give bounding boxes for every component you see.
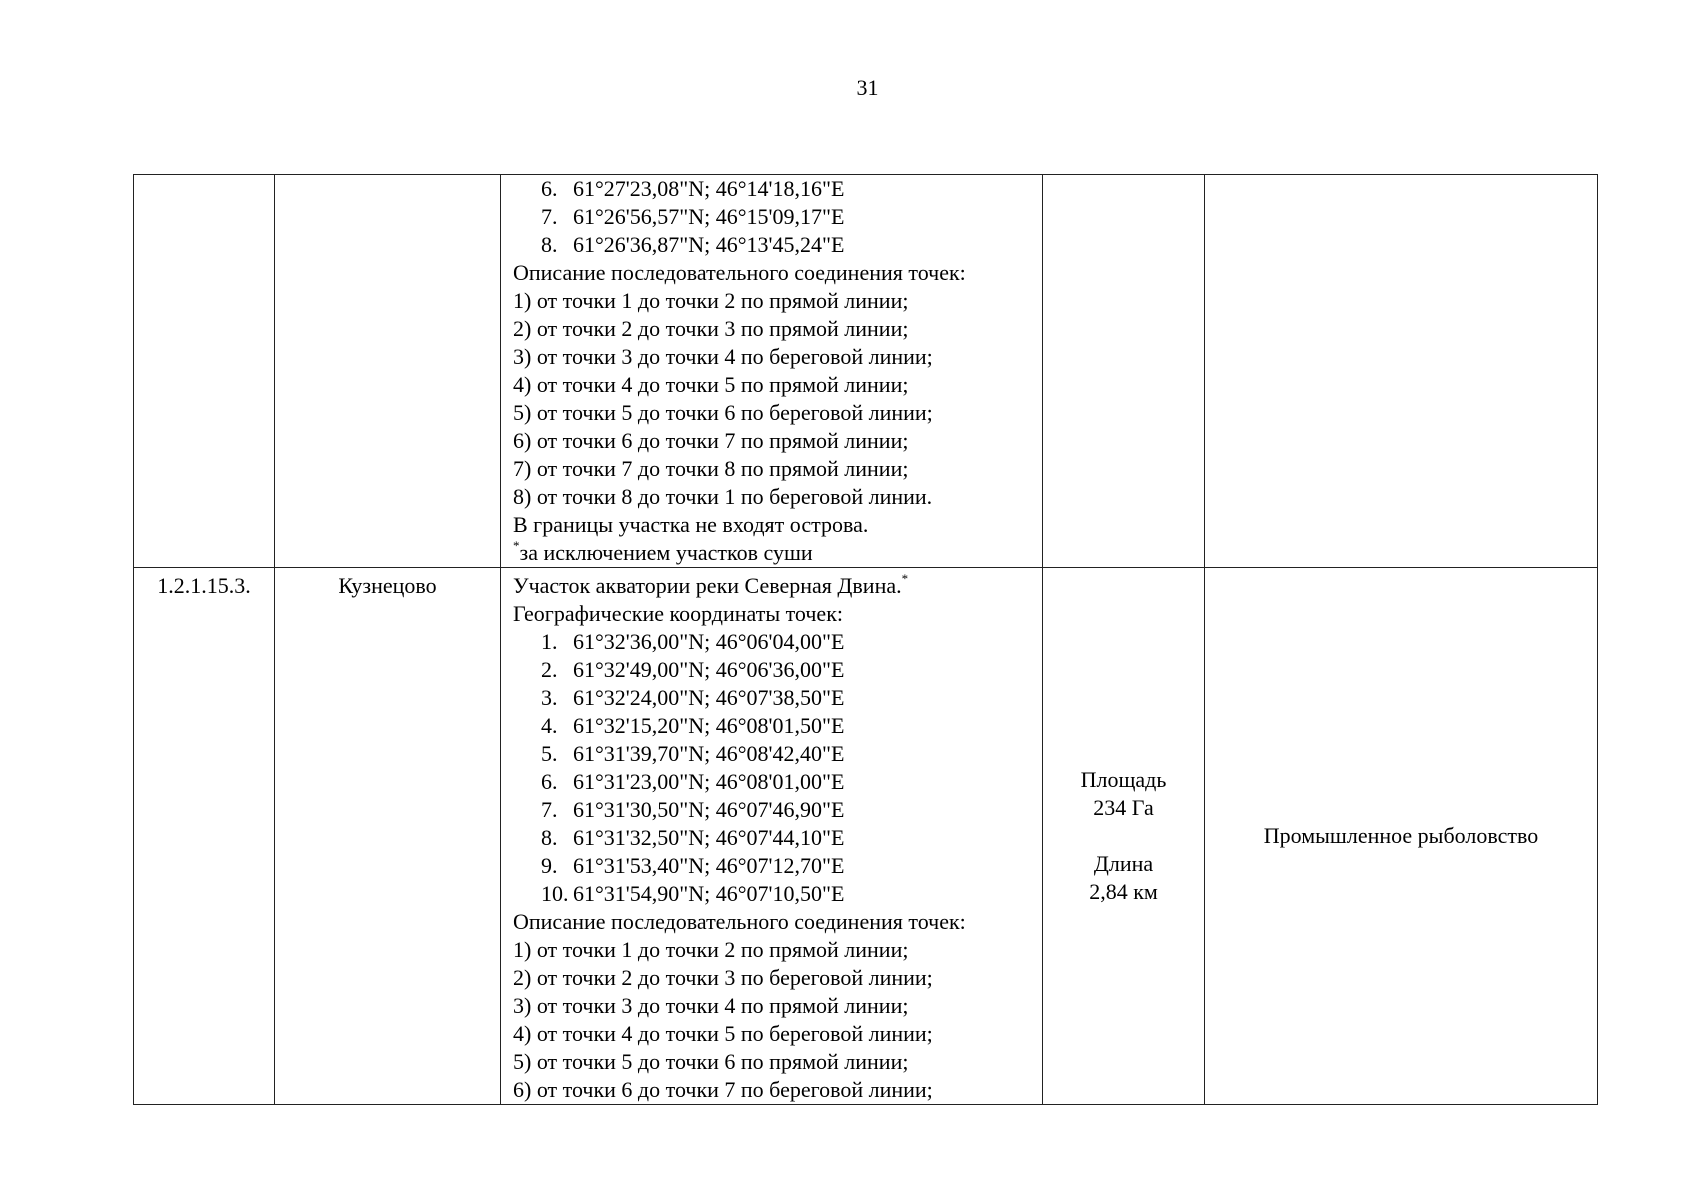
coordinate-line: 8. 61°26'36,87"N; 46°13'45,24"E [541,232,845,257]
coordinates-title: Географические координаты точек: [513,601,843,626]
cell-usage-empty [1205,175,1598,568]
section-number: 1.2.1.15.3. [157,573,251,598]
connection-line: 6) от точки 6 до точки 7 по береговой линии; [513,1077,933,1102]
connection-line: 3) от точки 3 до точки 4 по береговой линии; [513,344,933,369]
connection-title: Описание последовательного соединения точек: [513,909,966,934]
cell-description [501,175,1043,568]
coordinate-line: 2. 61°32'49,00"N; 46°06'36,00"E [541,657,845,682]
page-number: 31 [856,75,879,100]
connection-line: 1) от точки 1 до точки 2 по прямой линии; [513,937,909,962]
connection-line: 5) от точки 5 до точки 6 по прямой линии; [513,1049,909,1074]
coordinate-line: 5. 61°31'39,70"N; 46°08'42,40"E [541,741,845,766]
connection-line: 5) от точки 5 до точки 6 по береговой линии; [513,400,933,425]
cell-description [501,568,1043,1105]
connection-line: 6) от точки 6 до точки 7 по прямой линии; [513,428,909,453]
area-label: Площадь [1080,767,1167,792]
connection-line: 4) от точки 4 до точки 5 по береговой линии; [513,1021,933,1046]
connection-line: 7) от точки 7 до точки 8 по прямой линии; [513,456,909,481]
cell-usage [1205,568,1598,1105]
coordinate-line: 6. 61°27'23,08"N; 46°14'18,16"E [541,176,845,201]
connection-line: 2) от точки 2 до точки 3 по береговой линии; [513,965,933,990]
connection-line: 3) от точки 3 до точки 4 по прямой линии; [513,993,909,1018]
site-title: Участок акватории реки Северная Двина.* [513,571,909,598]
connection-line: 2) от точки 2 до точки 3 по прямой линии; [513,316,909,341]
cell-number [134,568,275,1105]
coordinate-line: 9. 61°31'53,40"N; 46°07'12,70"E [541,853,845,878]
cell-number-empty [134,175,275,568]
coordinate-line: 1. 61°32'36,00"N; 46°06'04,00"E [541,629,845,654]
coordinate-line: 3. 61°32'24,00"N; 46°07'38,50"E [541,685,845,710]
length-value: 2,84 км [1089,879,1158,904]
cell-size-empty [1043,175,1205,568]
coordinate-line: 10. 61°31'54,90"N; 46°07'10,50"E [541,881,845,906]
coordinate-line: 8. 61°31'32,50"N; 46°07'44,10"E [541,825,845,850]
spacer [1043,822,1204,850]
table-row-continuation [134,175,1598,568]
connection-line: 8) от точки 8 до точки 1 по береговой линии. [513,484,933,509]
connection-title: Описание последовательного соединения точек: [513,260,966,285]
connection-line: 4) от точки 4 до точки 5 по прямой линии; [513,372,909,397]
islands-note: В границы участка не входят острова. [513,512,869,537]
coordinate-line: 4. 61°32'15,20"N; 46°08'01,50"E [541,713,845,738]
footnote: *за исключением участков суши [513,538,813,565]
table-row-kuznetsovo [134,568,1598,1105]
cell-size [1043,568,1205,1105]
coordinate-line: 7. 61°26'56,57"N; 46°15'09,17"E [541,204,845,229]
usage-type: Промышленное рыболовство [1263,823,1539,848]
cell-name-empty [275,175,501,568]
fishing-areas-table [133,174,1598,1105]
coordinate-line: 6. 61°31'23,00"N; 46°08'01,00"E [541,769,845,794]
area-value: 234 Га [1093,795,1154,820]
length-label: Длина [1093,851,1154,876]
site-name: Кузнецово [338,573,437,598]
coordinate-line: 7. 61°31'30,50"N; 46°07'46,90"E [541,797,845,822]
cell-name [275,568,501,1105]
connection-line: 1) от точки 1 до точки 2 по прямой линии; [513,288,909,313]
